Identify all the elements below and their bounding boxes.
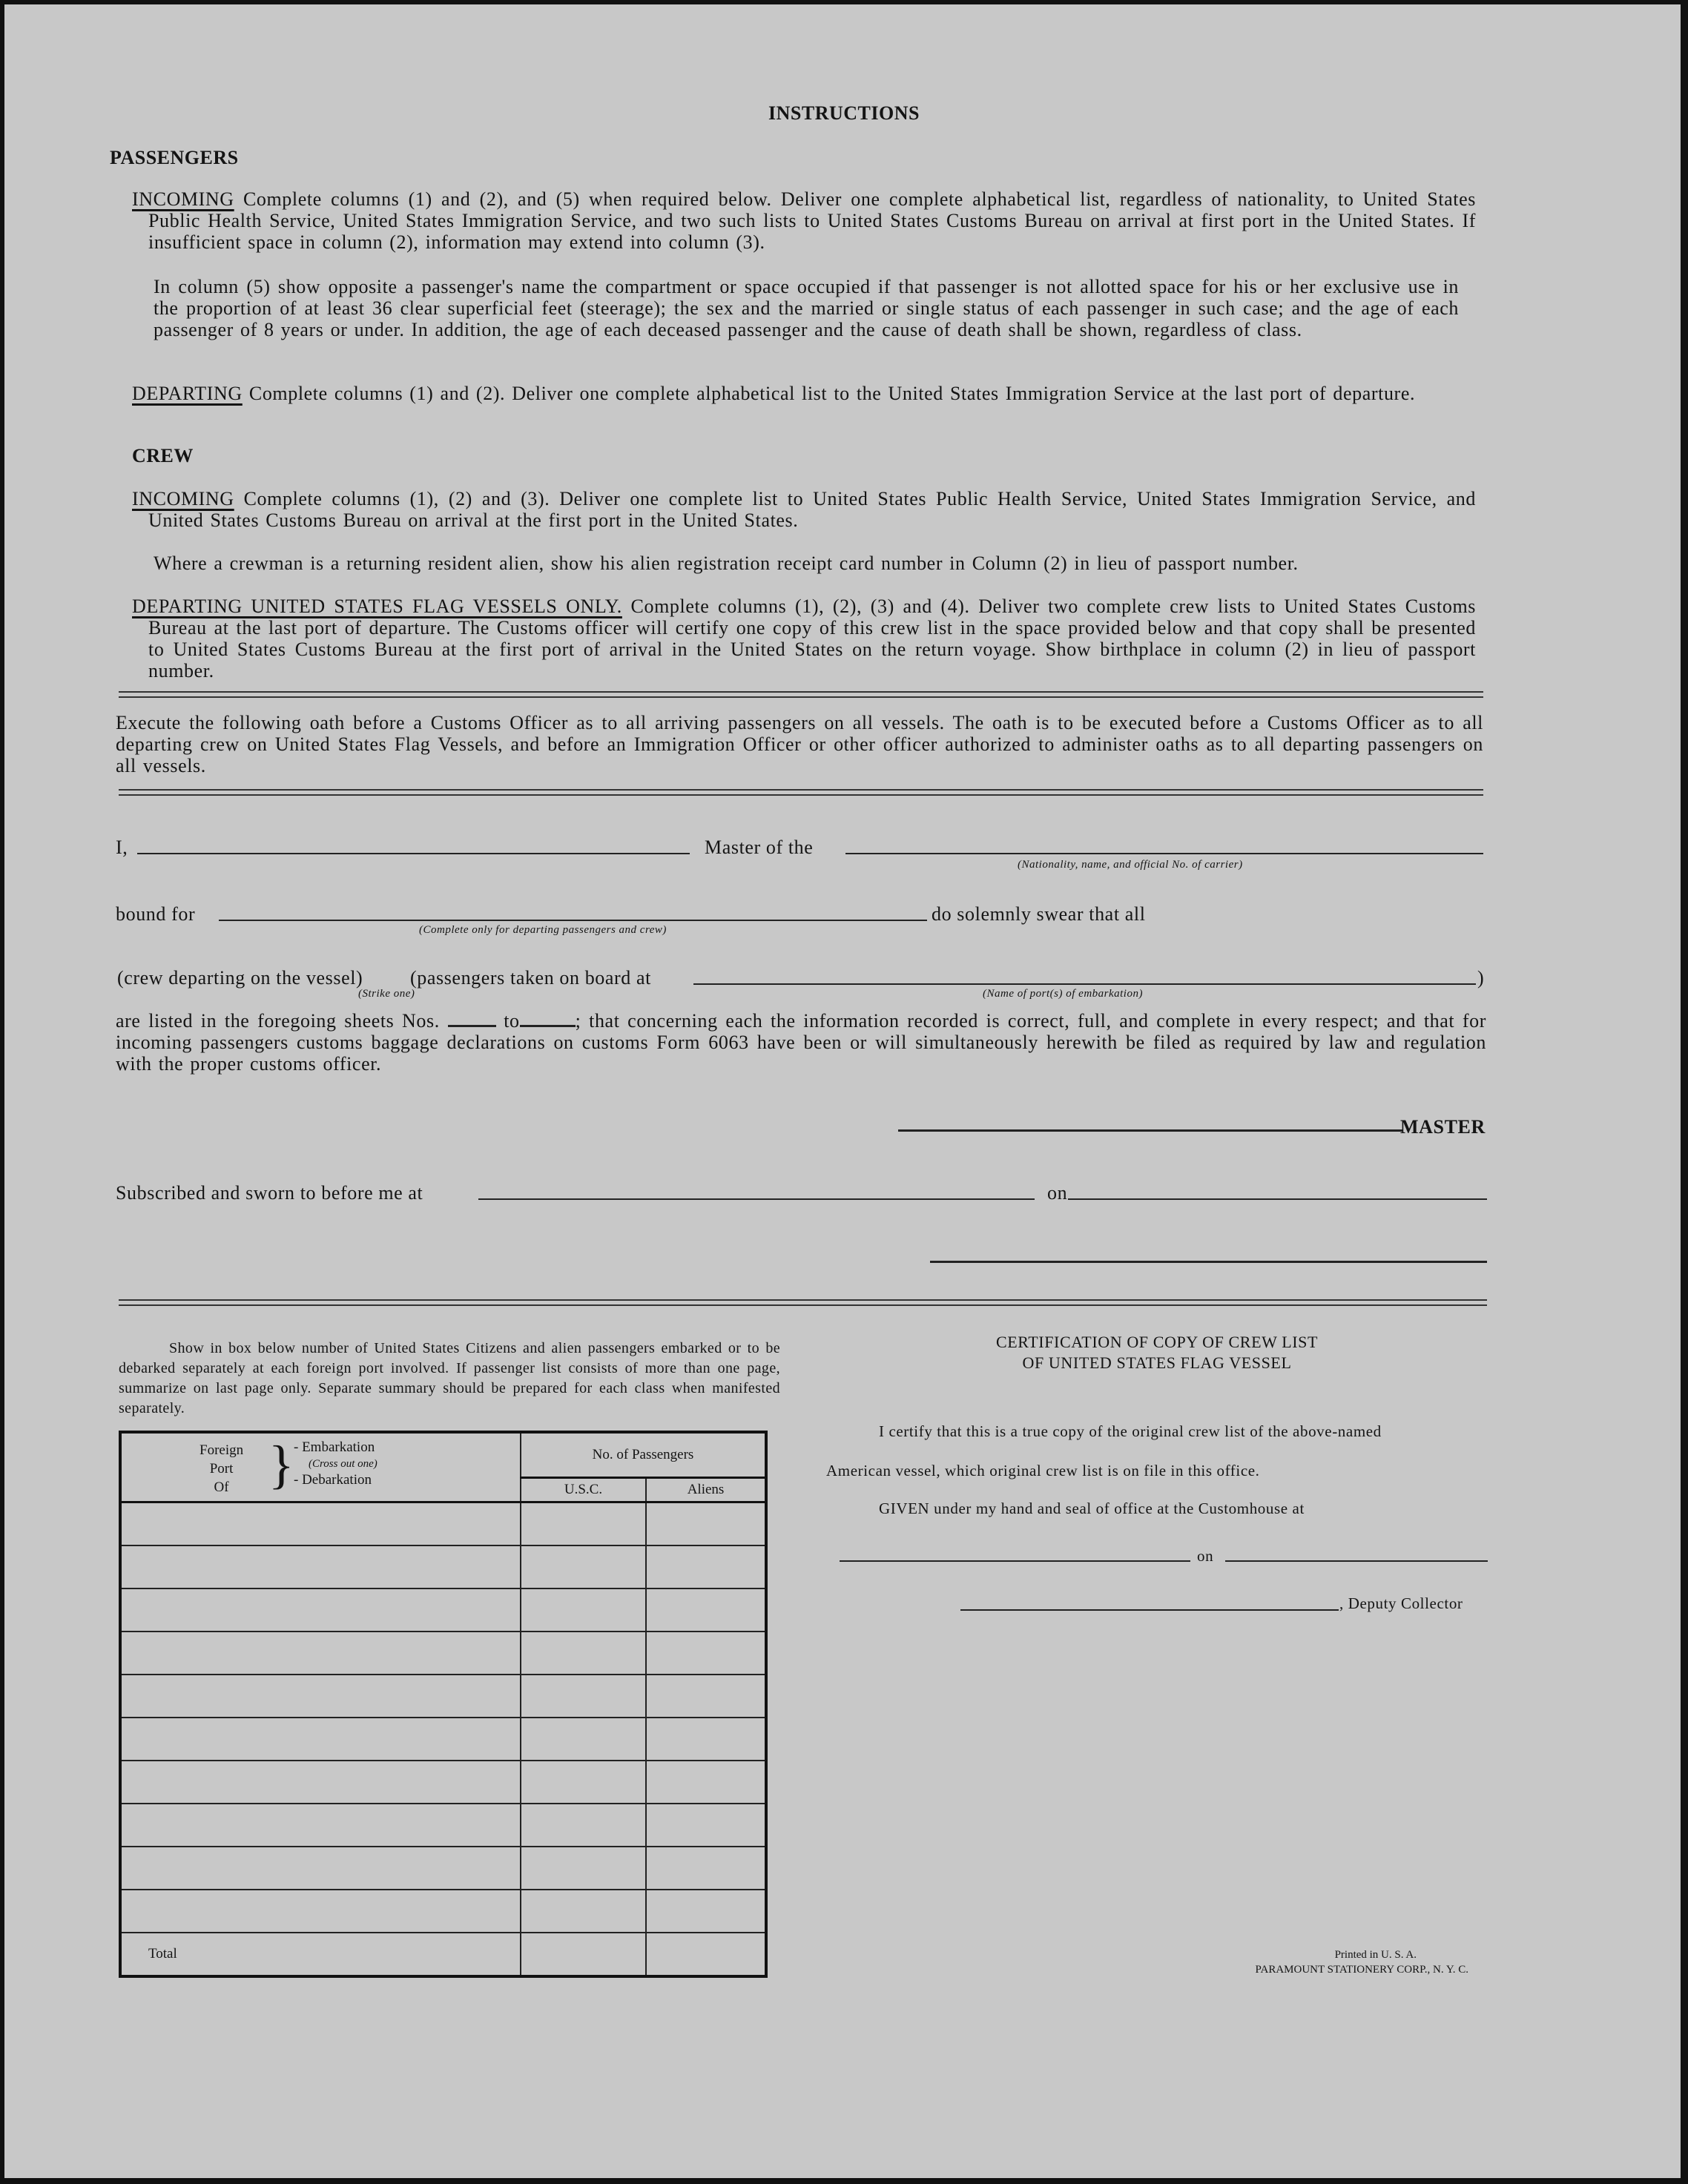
deputy-collector-label: , Deputy Collector xyxy=(1339,1594,1463,1612)
usc-cell[interactable] xyxy=(521,1675,646,1718)
sworn-date-field[interactable] xyxy=(1068,1198,1487,1200)
brace-icon: } xyxy=(268,1435,294,1494)
usc-cell[interactable] xyxy=(521,1718,646,1761)
usc-cell[interactable] xyxy=(521,1502,646,1546)
aliens-cell[interactable] xyxy=(646,1718,766,1761)
given-text: GIVEN under my hand and seal of office at the Customhouse at xyxy=(879,1500,1305,1517)
cross-out-caption: (Cross out one) xyxy=(309,1458,378,1470)
total-aliens-cell[interactable] xyxy=(646,1933,766,1976)
listed-text: are listed in the foregoing sheets Nos. xyxy=(116,1010,440,1032)
summary-row xyxy=(120,1588,766,1632)
aliens-cell[interactable] xyxy=(646,1588,766,1632)
usc-cell[interactable] xyxy=(521,1890,646,1933)
port-cell[interactable] xyxy=(120,1632,521,1675)
deputy-signature-field[interactable] xyxy=(960,1609,1339,1611)
total-usc-cell[interactable] xyxy=(521,1933,646,1976)
listed-text-2: ; that concerning each the information recorded is correct, full, and complete in every respect; and that for incoming passengers customs baggage declarations on customs Form 6063 have been or will simultaneously herewith be filed as required by law and regulation with the proper customs officer. xyxy=(116,1010,1486,1075)
summary-instructions: Show in box below number of United States Citizens and alien passengers embarked or to be debarked separately at each foreign port involved. If passenger list consists of more than one page, summarize on last page only. Separate summary should be prepared for each class when manifested separately. xyxy=(119,1340,780,1416)
summary-row xyxy=(120,1890,766,1933)
customhouse-field[interactable] xyxy=(840,1560,1190,1562)
port-cell[interactable] xyxy=(120,1890,521,1933)
summary-row xyxy=(120,1675,766,1718)
foreign-port-of: Foreign Port Of xyxy=(200,1442,244,1495)
departing-text: Complete columns (1) and (2). Deliver one complete alphabetical list to the United States Immigration Service at the last port of departure. xyxy=(242,383,1416,404)
officer-signature-field[interactable] xyxy=(930,1261,1487,1263)
passenger-summary-table xyxy=(119,1431,768,1978)
oath-intro: Execute the following oath before a Customs Officer as to all arriving passengers on all vessels. The oath is to be executed before a Customs Officer as to all departing crew on United States Flag Vessels, and before an Immigration Officer or other officer authorized to administer oaths as to all departing passengers on all vessels. xyxy=(116,712,1483,776)
usc-cell[interactable] xyxy=(521,1588,646,1632)
cert-date-field[interactable] xyxy=(1225,1560,1488,1562)
divider xyxy=(119,691,1483,698)
incoming-text: Complete columns (1) and (2), and (5) when required below. Deliver one complete alphabetical list, regardless of nationality, to United States Public Health Service, United States Immigration Service, and two such lists to United States Customs Bureau on arrival at first port in the United States. If insufficient space in column (2), information may extend into column (3). xyxy=(148,188,1476,253)
crew-resident-note: Where a crewman is a returning resident alien, show his alien registration receipt card number in Column (2) in lieu of passport number. xyxy=(154,552,1299,574)
strike-caption: (Strike one) xyxy=(358,988,415,1000)
sheet-from-field[interactable] xyxy=(448,1024,496,1027)
crew-departing-label: DEPARTING UNITED STATES FLAG VESSELS ONLY. xyxy=(132,596,622,617)
swear-label: do solemnly swear that all xyxy=(932,903,1146,925)
passengers-departing xyxy=(132,383,1476,404)
port-cell[interactable] xyxy=(120,1761,521,1804)
crew-incoming-text: Complete columns (1), (2) and (3). Deliver one complete list to United States Public Health Service, United States Immigration Service, and United States Customs Bureau on arrival at the first port in the United States. xyxy=(148,488,1476,531)
master-signature-field[interactable] xyxy=(898,1129,1402,1132)
divider xyxy=(119,789,1483,796)
summary-row xyxy=(120,1502,766,1546)
port-cell[interactable] xyxy=(120,1675,521,1718)
summary-row xyxy=(120,1545,766,1588)
aliens-cell[interactable] xyxy=(646,1502,766,1546)
printer-imprint xyxy=(1112,1947,1468,1977)
incoming-label: INCOMING xyxy=(132,188,234,210)
aliens-cell[interactable] xyxy=(646,1890,766,1933)
sheet-to-field[interactable] xyxy=(520,1024,576,1027)
usc-cell[interactable] xyxy=(521,1761,646,1804)
summary-row xyxy=(120,1632,766,1675)
port-embarkation-field[interactable] xyxy=(693,983,1476,985)
usc-cell[interactable] xyxy=(521,1847,646,1890)
debarkation-option[interactable]: - Debarkation xyxy=(294,1472,372,1488)
certify-text: I certify that this is a true copy of the original crew list of the above-named xyxy=(879,1422,1382,1440)
sworn-place-field[interactable] xyxy=(478,1198,1035,1200)
certification-title-1: CERTIFICATION OF COPY OF CREW LIST xyxy=(995,1333,1319,1351)
summary-row xyxy=(120,1847,766,1890)
aliens-cell[interactable] xyxy=(646,1545,766,1588)
subscribed-label: Subscribed and sworn to before me at xyxy=(116,1182,423,1204)
usc-cell[interactable] xyxy=(521,1632,646,1675)
aliens-cell[interactable] xyxy=(646,1804,766,1847)
port-cell[interactable] xyxy=(120,1718,521,1761)
crew-incoming-label: INCOMING xyxy=(132,488,234,509)
american-vessel-text: American vessel, which original crew list is on file in this office. xyxy=(826,1462,1260,1479)
summary-row xyxy=(120,1804,766,1847)
port-cell[interactable] xyxy=(120,1545,521,1588)
aliens-header: Aliens xyxy=(646,1478,766,1502)
aliens-cell[interactable] xyxy=(646,1761,766,1804)
printed-in-usa: Printed in U. S. A. xyxy=(1334,1949,1417,1961)
carrier-caption: (Nationality, name, and official No. of carrier) xyxy=(1018,859,1243,871)
usc-cell[interactable] xyxy=(521,1545,646,1588)
printer-name: PARAMOUNT STATIONERY CORP., N. Y. C. xyxy=(1255,1964,1468,1976)
passengers-incoming xyxy=(132,188,1476,253)
summary-row xyxy=(120,1718,766,1761)
certification-title xyxy=(816,1332,1498,1373)
to-label: to xyxy=(504,1010,520,1032)
aliens-cell[interactable] xyxy=(646,1675,766,1718)
on-label: on xyxy=(1047,1182,1068,1204)
no-passengers-header: No. of Passengers xyxy=(521,1432,766,1478)
column5-instructions: In column (5) show opposite a passenger's name the compartment or space occupied if that passenger is not allotted space for his or her exclusive use in the proportion of at least 36 clear superficial feet (steerage); the sex and the married or single status of each passenger in such case; and the age of each passenger of 8 years or under. In addition, the age of each deceased passenger and the cause of death shall be shown, regardless of class. xyxy=(154,276,1459,340)
aliens-cell[interactable] xyxy=(646,1632,766,1675)
total-label: Total xyxy=(120,1933,521,1976)
crew-departing-text: Complete columns (1), (2), (3) and (4). Deliver two complete crew lists to United States Customs Bureau at the last port of departure. The Customs officer will certify one copy of this crew list in the space provided below and that copy shall be presented to United States Customs Bureau at the first port of arrival in the United States on the return voyage. Show birthplace in column (2) in lieu of passport number. xyxy=(148,596,1476,682)
passengers-heading: PASSENGERS xyxy=(110,147,239,168)
crew-departing-option[interactable]: (crew departing on the vessel) xyxy=(117,967,363,989)
master-of-the-label: Master of the xyxy=(705,837,814,858)
carrier-field[interactable] xyxy=(845,853,1483,854)
oath-statement xyxy=(116,1010,1486,1075)
port-cell[interactable] xyxy=(120,1804,521,1847)
departing-label: DEPARTING xyxy=(132,383,243,404)
oath-i-label: I, xyxy=(116,837,128,858)
aliens-cell[interactable] xyxy=(646,1847,766,1890)
passengers-taken-option[interactable]: (passengers taken on board at xyxy=(410,967,651,989)
master-label: MASTER xyxy=(1400,1116,1486,1138)
port-cell[interactable] xyxy=(120,1847,521,1890)
crew-departing xyxy=(132,596,1476,682)
usc-cell[interactable] xyxy=(521,1804,646,1847)
cert-on-label: on xyxy=(1197,1547,1214,1565)
crew-heading: CREW xyxy=(132,445,194,466)
certification-title-2: OF UNITED STATES FLAG VESSEL xyxy=(1022,1353,1292,1372)
divider xyxy=(119,1299,1487,1306)
port-header xyxy=(120,1432,521,1502)
port-cell[interactable] xyxy=(120,1502,521,1546)
summary-row xyxy=(120,1761,766,1804)
port-caption: (Name of port(s) of embarkation) xyxy=(983,988,1143,1000)
page-title: INSTRUCTIONS xyxy=(768,102,920,124)
embarkation-option[interactable]: - Embarkation xyxy=(294,1439,375,1455)
bound-for-field[interactable] xyxy=(219,920,927,921)
crew-incoming xyxy=(132,488,1476,531)
close-paren: ) xyxy=(1477,967,1485,989)
bound-caption: (Complete only for departing passengers and crew) xyxy=(419,924,667,936)
usc-header: U.S.C. xyxy=(521,1478,646,1502)
port-cell[interactable] xyxy=(120,1588,521,1632)
master-name-field[interactable] xyxy=(137,853,690,854)
bound-for-label: bound for xyxy=(116,903,196,925)
